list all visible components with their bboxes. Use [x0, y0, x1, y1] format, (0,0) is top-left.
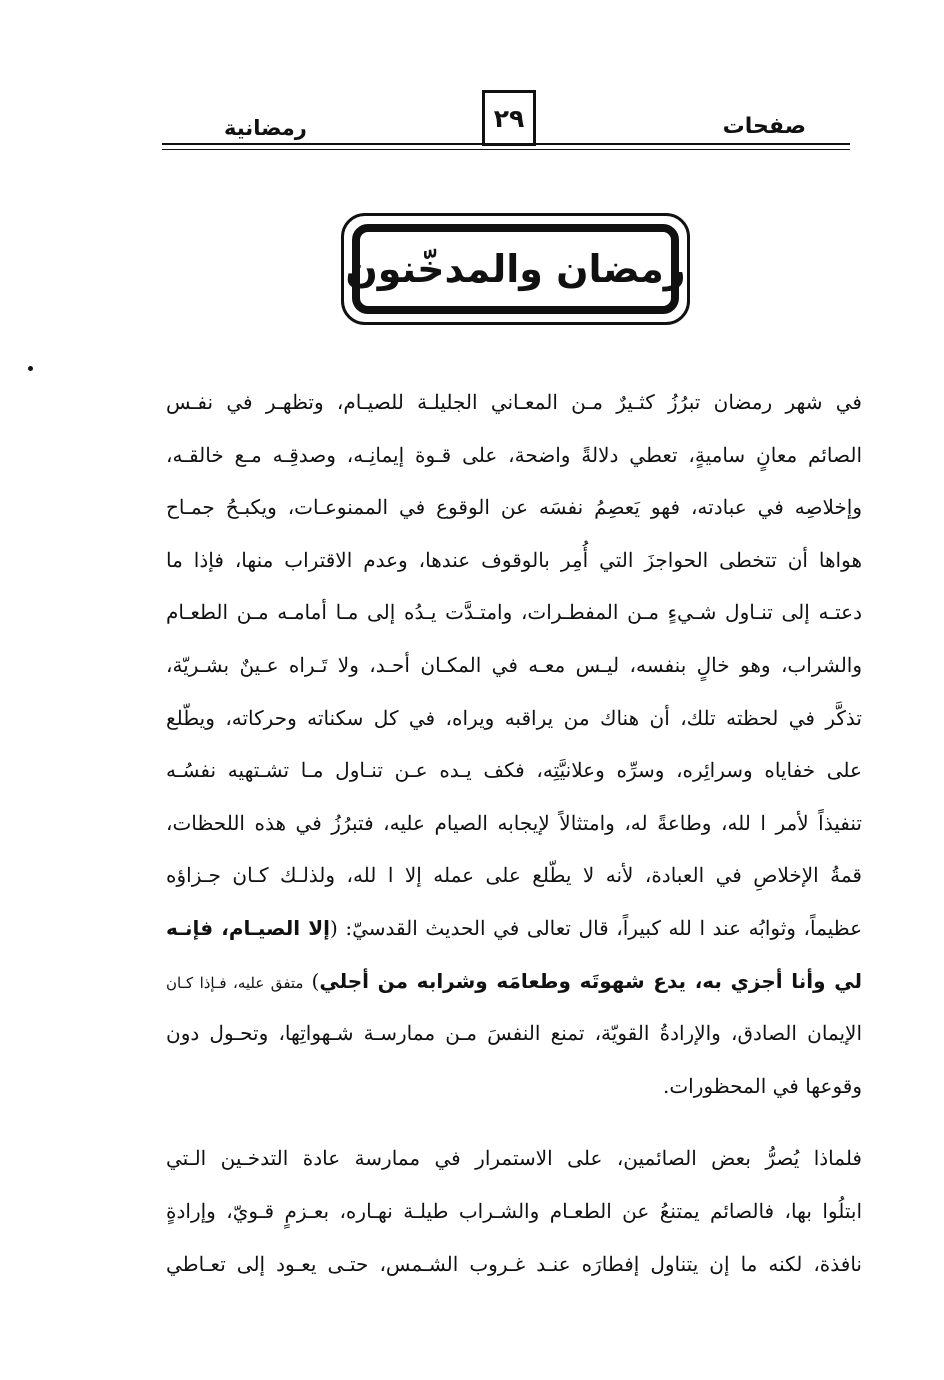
- body-line-hadith-end: لي وأنا أجزي به، يدع شهوتَه وطعامَه وشرابه من أجلي) متفق عليه، فـإذا كـان: [166, 968, 862, 993]
- body-line-hadith-start: عظيماً، وثوابُه عند ا لله كبيراً، قال تعالى في الحديث القدسيّ: (إلا الصيـام، فإنـه: [166, 915, 862, 940]
- page-number: ٢٩: [493, 103, 525, 133]
- margin-dot: [28, 366, 33, 371]
- title-inner-frame: [345, 224, 686, 314]
- header-rule-thick: [162, 143, 850, 145]
- body-line: في شهر رمضان تبرُزُ كثـيرٌ مـن المعـاني الجليلـة للصيـام، وتظهـر في نفـس: [166, 390, 862, 414]
- hadith-intro: عظيماً، وثوابُه عند ا لله كبيراً، قال تعالى في الحديث القدسيّ:: [345, 915, 862, 940]
- body-line: تذكَّر في لحظته تلك، أن هناك من يراقبه ويراه، في كل سكناته وحركاته، ويطّلع: [166, 705, 862, 730]
- title-frame: [341, 213, 690, 325]
- hadith-quote-end: لي وأنا أجزي به، يدع شهوتَه وطعامَه وشرابه من أجلي: [319, 968, 862, 993]
- article-title: رمضان والمدخّنون: [345, 247, 686, 291]
- body-line-last: وقوعها في المحظورات.: [662, 1073, 862, 1098]
- body-line: هواها أن تتخطى الحواجزَ التي أُمِر بالوقوف عندها، وعدم الاقتراب منها، فإذا ما: [166, 547, 862, 572]
- body-line: وإخلاصِه في عبادته، فهو يَعصِمُ نفسَه عن الوقوع في الممنوعـات، ويكبـحُ جمـاح: [166, 495, 862, 520]
- paragraph-gap: [166, 1112, 862, 1132]
- book-title-label: رمضانية: [224, 116, 307, 140]
- body-line: قمةُ الإخلاصِ في العبادة، لأنه لا يطّلع على عمله إلا ا لله، ولذلـك كـان جـزاؤه: [166, 863, 862, 888]
- section-label: صفحات: [722, 114, 806, 139]
- page-number-box: [482, 90, 536, 146]
- body-line: ابتلُوا بها، فالصائم يمتنعُ عن الطعـام والشـراب طيلـة نهـاره، بعـزمٍ قـويّ، وإرادةٍ: [166, 1198, 862, 1223]
- body-line: نافذة، لكنه ما إن يتناول إفطارَه عنـد غـروب الشـمس، حتـى يعـود إلى تعـاطي: [166, 1251, 862, 1276]
- body-line: على خفاياه وسرائِره، وسرِّه وعلانيَّتِه، فكف يـده عـن تنـاول مـا تشـتهيه نفسُـه: [166, 758, 862, 783]
- article-body: [166, 376, 862, 1290]
- body-line: دعتـه إلى تنـاول شـيءٍ مـن المفطـرات، وامتـدَّت يـدُه إلى مـا أمامـه مـن الطعـام: [166, 600, 862, 625]
- body-line: فلماذا يُصرُّ بعض الصائمين، على الاستمرار في ممارسة عادة التدخـين الـتي: [166, 1146, 862, 1171]
- hadith-quote-start: إلا الصيـام، فإنـه: [166, 915, 330, 940]
- body-line: تنفيذاً لأمر ا لله، وطاعةً له، وامتثالاً لإيجابه الصيام عليه، فتبرُزُ في هذه اللحظات،: [166, 810, 862, 835]
- hadith-source: متفق عليه، فـإذا كـان: [166, 973, 304, 992]
- body-line: الصائم معانٍ ساميةٍ، تعطي دلالةً واضحة، على قـوة إيمانِـه، وصدقِـه مـع خالقـه،: [166, 442, 862, 467]
- header-rule-thin: [162, 149, 850, 150]
- page-header: [162, 90, 850, 154]
- body-line: الإيمان الصادق، والإرادةُ القويّة، تمنع النفسَ مـن ممارسـة شـهواتِها، وتحـول دون: [166, 1021, 862, 1046]
- body-line: والشراب، وهو خالٍ بنفسه، ليـس معـه في المكـان أحـد، ولا تَـراه عـينٌ بشـريّة،: [166, 652, 862, 677]
